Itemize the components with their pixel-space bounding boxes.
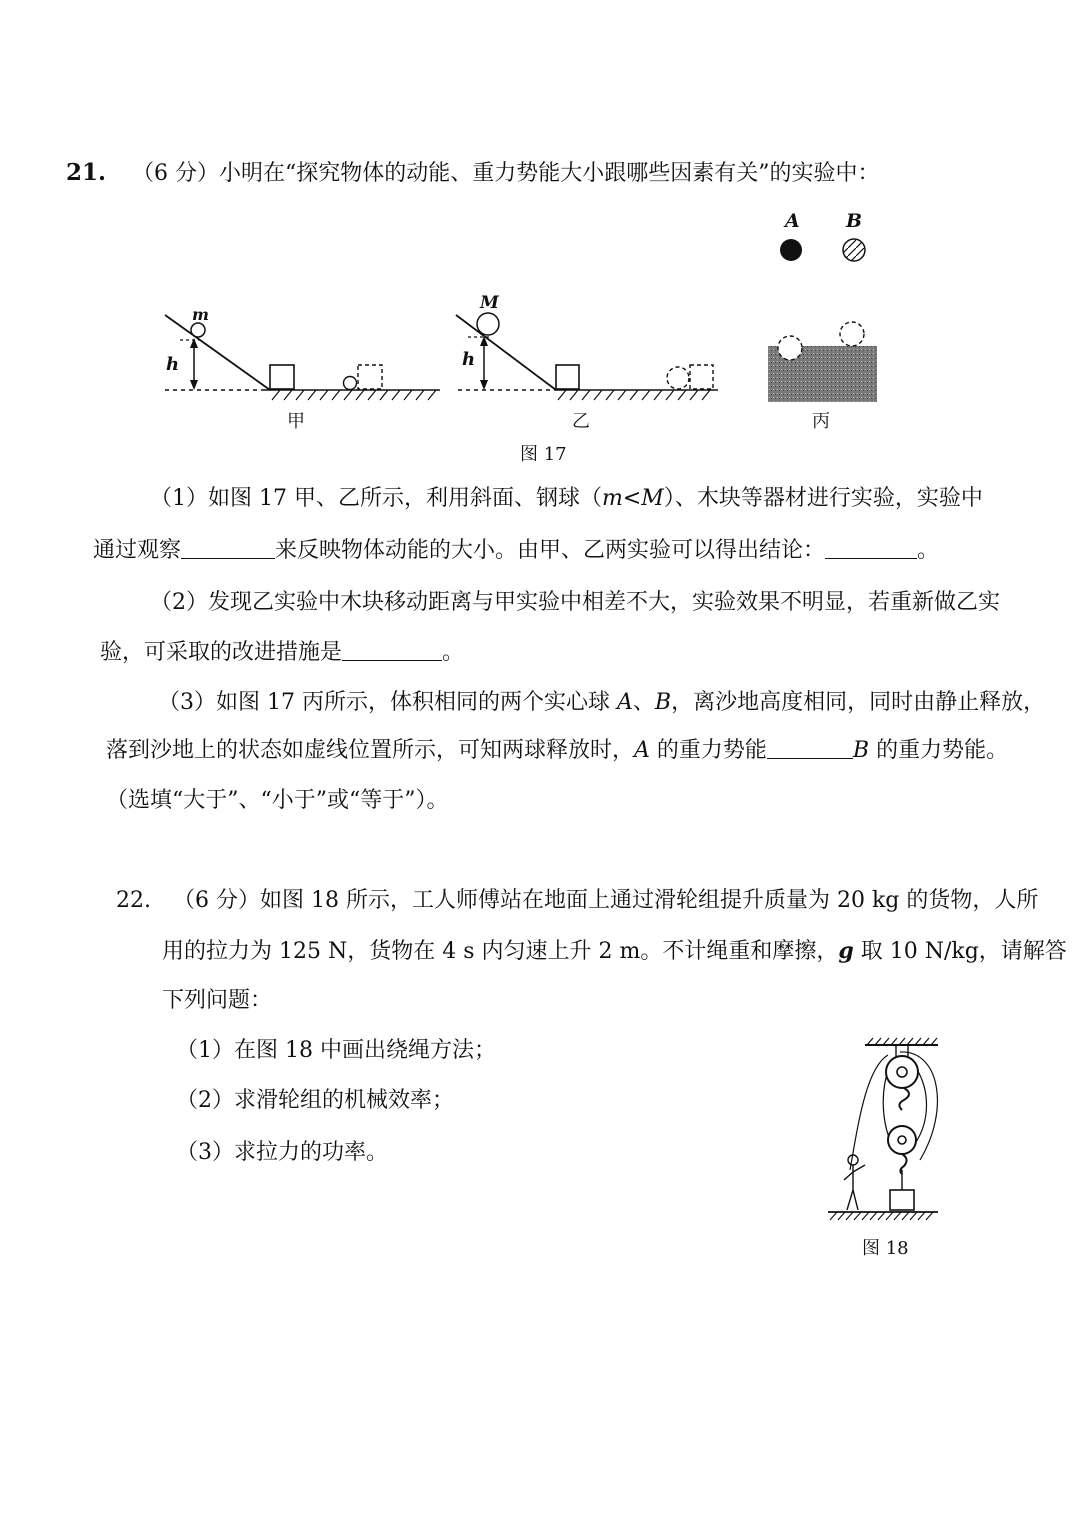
q21-p3b: ，离沙地高度相同，同时由静止释放， <box>671 690 1046 715</box>
q22-sub1: （1）在图 18 中画出绕绳方法； <box>176 1038 496 1063</box>
q22-stem-line1 <box>116 886 1038 916</box>
q21-part3-line1 <box>158 688 1045 718</box>
q22-stem-d: 下列问题： <box>162 988 273 1013</box>
label-A: A <box>785 210 800 232</box>
q21-p3d: 的重力势能 <box>649 738 767 763</box>
q22-sub3: （3）求拉力的功率。 <box>176 1140 388 1165</box>
q22-stem-b: 用的拉力为 125 N，货物在 4 s 内匀速上升 2 m。不计绳重和摩擦， <box>162 939 839 964</box>
q21-number: 21. <box>66 159 107 186</box>
q22-stem-g: g <box>838 938 854 964</box>
q21-p3-B2: B <box>852 738 870 763</box>
q22-stem-line2 <box>162 936 1067 967</box>
caption-figure-18: 图 18 <box>862 1238 909 1259</box>
q21-p1-m: m <box>601 486 623 511</box>
answer-blank-4[interactable] <box>767 736 853 759</box>
q21-p3-A2: A <box>634 738 650 763</box>
q21-p2c: 。 <box>442 640 465 665</box>
q22-sub2: （2）求滑轮组的机械效率； <box>176 1088 454 1113</box>
q21-p2b: 验，可采取的改进措施是 <box>100 640 343 665</box>
q21-p1a: （1）如图 17 甲、乙所示，利用斜面、钢球（ <box>150 486 602 511</box>
q21-p3a: （3）如图 17 丙所示，体积相同的两个实心球 <box>158 690 617 715</box>
q21-p3f: （选填“大于”、“小于”或“等于”）。 <box>106 788 449 813</box>
q21-stem: （6 分）小明在“探究物体的动能、重力势能大小跟哪些因素有关”的实验中： <box>132 161 880 186</box>
q21-p1b: ）、木块等器材进行实验，实验中 <box>663 486 983 511</box>
answer-blank-2[interactable] <box>825 536 917 559</box>
q21-p1-lt: < <box>622 486 642 511</box>
label-m: m <box>192 305 209 324</box>
caption-jia: 甲 <box>287 411 305 432</box>
label-B: B <box>846 210 863 232</box>
q22-stem-line3 <box>162 986 272 1016</box>
q21-part2-line2 <box>100 638 464 668</box>
q21-part1-line1 <box>150 484 983 514</box>
caption-bing: 丙 <box>812 411 830 432</box>
q21-p3c: 落到沙地上的状态如虚线位置所示，可知两球释放时， <box>106 738 635 763</box>
q21-p3-A: A <box>616 690 633 715</box>
answer-blank-1[interactable] <box>181 536 275 559</box>
q21-p3-B: B <box>654 690 672 715</box>
q21-p3e: 的重力势能。 <box>869 738 1009 763</box>
figure-17-bing <box>768 210 877 402</box>
q21-part2-line1 <box>150 588 1000 618</box>
q21-part1-line2 <box>93 536 939 566</box>
label-M: M <box>480 293 499 313</box>
q21-p3-sep: 、 <box>632 690 655 715</box>
q21-stem-line <box>66 158 880 189</box>
q21-p1c: 通过观察 <box>93 538 182 563</box>
answer-blank-3[interactable] <box>342 638 442 661</box>
label-h-yi: h <box>462 349 476 370</box>
figure-17-jia <box>165 305 440 400</box>
label-h-jia: h <box>166 354 180 375</box>
q22-stem-c: 取 10 N/kg，请解答 <box>853 939 1067 964</box>
q21-p1-M: M <box>641 486 664 511</box>
figure-17-yi <box>456 293 718 400</box>
q21-part3-line3 <box>106 786 448 816</box>
caption-figure-17: 图 17 <box>520 444 567 465</box>
q21-p2a: （2）发现乙实验中木块移动距离与甲实验中相差不大，实验效果不明显，若重新做乙实 <box>150 590 1000 615</box>
figure-18 <box>820 1030 950 1230</box>
caption-yi: 乙 <box>572 411 590 432</box>
q22-number: 22. <box>116 888 151 913</box>
q21-p1d: 来反映物体动能的大小。由甲、乙两实验可以得出结论： <box>275 538 826 563</box>
q21-part3-line2 <box>106 736 1008 766</box>
q21-p1e: 。 <box>917 538 940 563</box>
q22-stem-a: （6 分）如图 18 所示，工人师傅站在地面上通过滑轮组提升质量为 20 kg 的货物，人所 <box>173 888 1039 913</box>
